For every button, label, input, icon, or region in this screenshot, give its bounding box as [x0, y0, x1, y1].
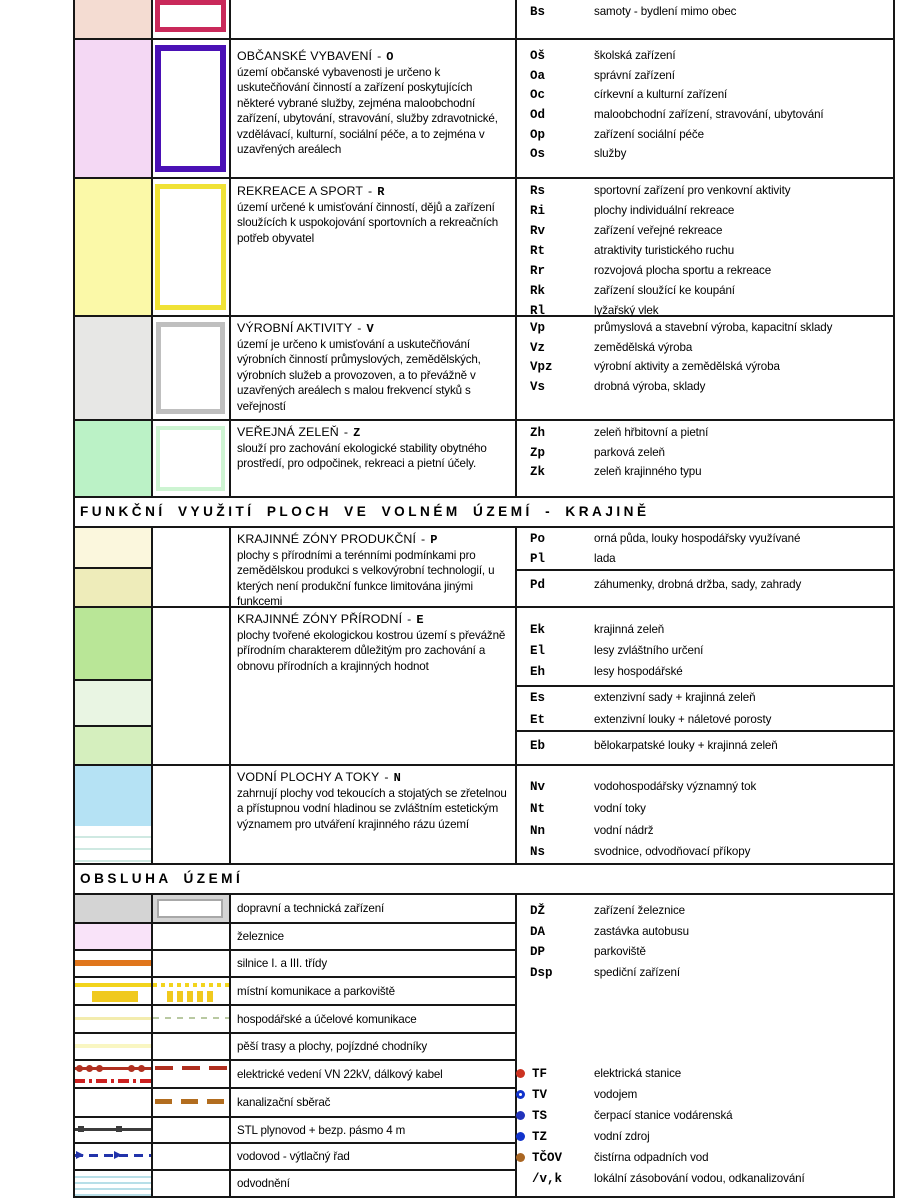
- code-row: [516, 1147, 892, 1168]
- vodovod-arrow: [114, 1151, 122, 1159]
- grid-hline: [73, 526, 894, 528]
- obsluha-label: odvodnění: [237, 1177, 290, 1190]
- code-label: Rt: [530, 244, 546, 258]
- swatch-prirodni-fill-3: [74, 727, 151, 764]
- code-desc: průmyslová a stavební výroba, kapacitní sklady: [594, 321, 833, 334]
- section-title-obcanske: [237, 49, 394, 64]
- water-source-icon: [516, 1132, 525, 1141]
- code-desc: lada: [594, 551, 616, 565]
- code-label: TF: [532, 1066, 548, 1081]
- obsluha-label: hospodářské a účelové komunikace: [237, 1012, 417, 1026]
- grid-hline: [73, 419, 894, 421]
- symbol-cell: [516, 1090, 532, 1099]
- code-row: [530, 360, 892, 380]
- silnice-line: [74, 960, 151, 966]
- grid-vline: [515, 0, 517, 498]
- code-label: Oš: [530, 49, 546, 63]
- section-title-rekreace: [237, 184, 385, 199]
- title-text: KRAJINNÉ ZÓNY PŘÍRODNÍ: [237, 612, 403, 626]
- code-label: DŽ: [530, 904, 546, 918]
- code-desc: vodohospodářsky významný tok: [594, 780, 757, 793]
- code-label: Zk: [530, 465, 546, 479]
- symbol-cell: [516, 1069, 532, 1078]
- code-label: El: [530, 644, 546, 658]
- code-row: [530, 446, 892, 466]
- code-desc: parková zeleň: [594, 445, 665, 459]
- codes-bs: [530, 5, 892, 25]
- obsluha-label: STL plynovod + bezp. pásmo 4 m: [237, 1123, 406, 1137]
- section-body-vodni: zahrnují plochy vod tekoucích a stojatých se zřetelnou a přístupnou vodní hladinou se zvláštním estetickým významem pro utváření krajinného rázu území: [237, 787, 507, 831]
- title-sep: -: [357, 321, 362, 335]
- title-text: KRAJINNÉ ZÓNY PRODUKČNÍ: [237, 532, 417, 546]
- elektricke-dot: [138, 1065, 145, 1072]
- code-label: Eh: [530, 665, 546, 679]
- code-row: [530, 552, 892, 572]
- codes-produkcni-a: [530, 532, 892, 571]
- section-body-vyrobni: území je určeno k umisťování a uskutečňování výrobních činností průmyslových, zemědělských, výrobních služeb a provozoven, a to převážně v uzavřených areálech s malou frekvencí styků s veřejností: [237, 338, 481, 413]
- title-text: OBČANSKÉ VYBAVENÍ: [237, 49, 373, 63]
- title-sep: -: [377, 49, 382, 63]
- code-label: Op: [530, 127, 546, 142]
- code-desc: zařízení železnice: [594, 904, 685, 917]
- code-label: Vp: [530, 321, 546, 335]
- code-label: Es: [530, 691, 546, 705]
- code-desc: školská zařízení: [594, 49, 676, 62]
- code-desc: zastávka autobusu: [594, 924, 689, 938]
- code-label: Eb: [530, 739, 546, 753]
- code-row: [530, 691, 892, 713]
- code-label: Pl: [530, 551, 546, 566]
- code-desc: výrobní aktivity a zemědělská výroba: [594, 360, 780, 373]
- code-desc: čerpací stanice vodárenská: [594, 1109, 733, 1122]
- code-desc: církevní a kulturní zařízení: [594, 88, 728, 102]
- code-label: TČOV: [532, 1150, 563, 1165]
- code-row: [530, 945, 892, 966]
- parkoviste-bar-dashed: [167, 991, 214, 1002]
- hospodarske-line-dashed: [153, 1017, 229, 1019]
- grid-vline: [151, 526, 153, 865]
- mistni-line: [74, 983, 151, 987]
- code-label: Zh: [530, 426, 546, 440]
- swatch-doprava-outline: [157, 899, 223, 918]
- symbol-cell: [516, 1111, 532, 1120]
- swatch-rekreace-outline: [155, 184, 226, 310]
- code-row: [530, 244, 892, 264]
- codes-technika: [516, 1063, 892, 1189]
- section-header-obsluha: OBSLUHA ÚZEMÍ: [80, 870, 244, 886]
- code-row: [530, 5, 892, 25]
- code-label: TV: [532, 1087, 548, 1102]
- swatch-zelen-fill: [74, 421, 151, 496]
- code-row: [530, 284, 892, 304]
- grid-hline: [73, 177, 894, 179]
- title-code: Z: [353, 426, 361, 440]
- title-text: VÝROBNÍ AKTIVITY: [237, 321, 353, 335]
- code-row: [530, 69, 892, 89]
- section-title-produkcni: [237, 532, 438, 547]
- plynovod-marker: [78, 1126, 84, 1132]
- obsluha-label: pěší trasy a plochy, pojízdné chodníky: [237, 1040, 428, 1053]
- code-row: [530, 321, 892, 341]
- code-desc: vodní nádrž: [594, 823, 654, 837]
- swatch-rekreace-fill: [74, 179, 151, 315]
- section-body-zelen: slouží pro zachování ekologické stability obytného prostředí, pro odpočinek, rekreaci a pietní účely.: [237, 442, 487, 471]
- codes-produkcni-b: [530, 578, 892, 598]
- title-code: V: [366, 322, 374, 336]
- code-label: Ns: [530, 845, 546, 860]
- code-label: Vz: [530, 340, 546, 355]
- code-label: Rv: [530, 224, 546, 238]
- code-desc: zemědělská výroba: [594, 340, 693, 354]
- code-row: [530, 904, 892, 925]
- code-desc: atraktivity turistického ruchu: [594, 244, 735, 257]
- code-row: [516, 1084, 892, 1105]
- code-row: [530, 780, 892, 802]
- code-row: [530, 824, 892, 846]
- code-desc: plochy individuální rekreace: [594, 204, 735, 217]
- grid-vline: [229, 526, 231, 865]
- codes-vodni: [530, 780, 892, 867]
- code-label: Nt: [530, 801, 546, 816]
- code-row: [530, 184, 892, 204]
- section-title-zelen: [237, 425, 360, 440]
- code-desc: čistírna odpadních vod: [594, 1151, 709, 1164]
- code-desc: zeleň krajinného typu: [594, 465, 702, 478]
- code-desc: rozvojová plocha sportu a rekreace: [594, 264, 772, 277]
- code-row: [530, 966, 892, 987]
- code-desc: vodní zdroj: [594, 1130, 650, 1143]
- swatch-vyrobni-fill: [74, 317, 151, 419]
- title-sep: -: [343, 425, 349, 439]
- title-code: R: [377, 185, 385, 199]
- obsluha-label: silnice I. a III. třídy: [237, 957, 327, 970]
- code-row: [530, 644, 892, 665]
- code-row: [530, 147, 892, 167]
- title-code: E: [416, 613, 424, 627]
- swatch-prirodni-fill-2: [74, 681, 151, 725]
- obsluha-label: místní komunikace a parkoviště: [237, 984, 395, 998]
- code-desc: záhumenky, drobná držba, sady, zahrady: [594, 578, 802, 591]
- code-desc: lesy zvláštního určení: [594, 644, 704, 657]
- code-desc: maloobchodní zařízení, stravování, ubytování: [594, 108, 824, 122]
- grid-vline: [893, 0, 895, 1198]
- title-sep: -: [421, 532, 426, 546]
- section-body-rekreace: území určené k umisťování činností, dějů a zařízení sloužících k uspokojování sportovních a rekreačních potřeb obyvatel: [237, 201, 499, 245]
- code-row: [530, 88, 892, 108]
- codes-prirodni-c: [530, 739, 892, 760]
- code-row: [530, 665, 892, 686]
- plynovod-marker: [116, 1126, 122, 1132]
- code-desc: lesy hospodářské: [594, 665, 683, 678]
- swatch-zeleznice-fill: [74, 924, 151, 949]
- grid-hline: [73, 725, 152, 727]
- grid-vline: [229, 0, 231, 498]
- code-desc: vodojem: [594, 1088, 638, 1101]
- swatch-vyrobni-outline: [156, 322, 225, 414]
- code-row: [530, 739, 892, 760]
- codes-doprava: [530, 904, 892, 986]
- code-row: [530, 108, 892, 128]
- symbol-cell: [516, 1132, 532, 1141]
- dalkovy-kabel-line: [74, 1079, 151, 1083]
- code-row: [516, 1168, 892, 1189]
- swatch-bs-fill: [74, 0, 151, 38]
- grid-hline: [73, 764, 894, 766]
- code-label: Od: [530, 108, 546, 123]
- title-sep: -: [368, 184, 373, 198]
- obsluha-label: železnice: [237, 930, 284, 943]
- section-title-prirodni: [237, 612, 424, 627]
- code-desc: zařízení veřejné rekreace: [594, 224, 723, 237]
- code-desc: zeleň hřbitovní a pietní: [594, 426, 709, 439]
- code-row: [530, 264, 892, 284]
- code-row: [530, 224, 892, 244]
- grid-vline: [151, 893, 153, 1198]
- code-row: [530, 341, 892, 361]
- code-label: Et: [530, 712, 546, 727]
- obsluha-label: vodovod - výtlačný řad: [237, 1150, 350, 1163]
- code-label: TS: [532, 1108, 548, 1123]
- code-row: [530, 532, 892, 552]
- code-row: [530, 380, 892, 400]
- code-label: Dsp: [530, 965, 553, 980]
- obsluha-label: elektrické vedení VN 22kV, dálkový kabel: [237, 1067, 443, 1081]
- codes-prirodni-a: [530, 623, 892, 686]
- grid-hline: [73, 567, 152, 569]
- grid-vline: [151, 0, 153, 498]
- code-desc: bělokarpatské louky + krajinná zeleň: [594, 739, 778, 752]
- section-header-krajina: FUNKČNÍ VYUŽITÍ PLOCH VE VOLNÉM ÚZEMÍ - KRAJINĚ: [80, 503, 650, 519]
- code-desc: extenzivní sady + krajinná zeleň: [594, 691, 756, 704]
- symbol-cell: [516, 1153, 532, 1162]
- code-label: Po: [530, 532, 546, 546]
- swatch-prirodni-fill-1: [74, 608, 151, 679]
- grid-vline: [229, 893, 231, 1198]
- pump-station-icon: [516, 1111, 525, 1120]
- code-label: Bs: [530, 5, 546, 19]
- code-label: Ri: [530, 204, 546, 218]
- code-label: DA: [530, 924, 546, 939]
- title-code: N: [393, 771, 401, 785]
- hospodarske-line: [74, 1017, 151, 1020]
- elektricke-dot: [128, 1065, 135, 1072]
- code-label: Rr: [530, 264, 546, 278]
- swatch-vodni-fill: [74, 766, 151, 826]
- code-label: Pd: [530, 578, 546, 592]
- codes-zelen: [530, 426, 892, 485]
- swatch-obcanske-outline: [155, 45, 226, 172]
- title-text: VODNÍ PLOCHY A TOKY: [237, 770, 380, 784]
- code-desc: lokální zásobování vodou, odkanalizování: [594, 1172, 805, 1185]
- elektricke-dot: [86, 1065, 93, 1072]
- code-label: Vpz: [530, 360, 553, 374]
- code-label: Rs: [530, 184, 546, 198]
- code-desc: služby: [594, 147, 627, 161]
- code-desc: krajinná zeleň: [594, 623, 665, 636]
- elektricke-dot: [96, 1065, 103, 1072]
- code-desc: parkoviště: [594, 945, 646, 959]
- section-body-produkcni: plochy s přírodními a terénními podmínkami pro zemědělskou produkci s velkovýrobní technologií, u kterých není produkční funkce limitována jinými funkcemi: [237, 549, 495, 609]
- water-tower-icon: [516, 1090, 525, 1099]
- mistni-line-dashed: [153, 983, 229, 987]
- title-text: REKREACE A SPORT: [237, 184, 364, 198]
- grid-hline: [73, 38, 894, 40]
- code-desc: zařízení sloužící ke koupání: [594, 284, 735, 297]
- kanalizace-line: [155, 1099, 229, 1104]
- wastewater-plant-icon: [516, 1153, 525, 1162]
- code-row: [516, 1126, 892, 1147]
- swatch-produkcni-fill-2: [74, 569, 151, 606]
- title-sep: -: [407, 612, 412, 626]
- code-label: Oa: [530, 68, 546, 83]
- code-label: Nv: [530, 780, 546, 794]
- codes-obcanske: [530, 49, 892, 167]
- code-desc: svodnice, odvodňovací příkopy: [594, 845, 751, 859]
- section-title-vyrobni: [237, 321, 374, 336]
- swatch-zelen-outline: [156, 426, 225, 491]
- grid-vline: [73, 0, 75, 1198]
- code-desc: zařízení sociální péče: [594, 127, 704, 141]
- code-label: Rk: [530, 284, 546, 298]
- title-text: VEŘEJNÁ ZELEŇ: [237, 425, 339, 439]
- code-row: [530, 925, 892, 946]
- parkoviste-bar: [92, 991, 138, 1002]
- grid-hline: [73, 679, 152, 681]
- code-row: [530, 845, 892, 867]
- code-row: [516, 1105, 892, 1126]
- code-desc: elektrická stanice: [594, 1067, 682, 1080]
- swatch-produkcni-fill-1: [74, 528, 151, 567]
- code-row: [530, 128, 892, 148]
- code-row: [530, 623, 892, 644]
- code-desc: lyžařský vlek: [594, 304, 659, 317]
- codes-rekreace: [530, 184, 892, 324]
- code-row: [530, 465, 892, 485]
- electric-station-icon: [516, 1069, 525, 1078]
- code-label: /v,k: [532, 1171, 563, 1186]
- code-label: Oc: [530, 88, 546, 103]
- code-row: [530, 426, 892, 446]
- swatch-bs-outline: [155, 0, 226, 32]
- vodovod-line: [74, 1154, 151, 1157]
- code-label: DP: [530, 945, 546, 960]
- swatch-obcanske-fill: [74, 40, 151, 177]
- swatch-vodni-stripes: [74, 826, 151, 863]
- section-title-vodni: [237, 770, 401, 785]
- code-label: Os: [530, 147, 546, 162]
- code-row: [530, 204, 892, 224]
- section-body-prirodni: plochy tvořené ekologickou kostrou území s převážně přírodním charakterem důležitým pro zachování a obnovu přírodních a krajinných hodnot: [237, 629, 506, 673]
- code-row: [530, 802, 892, 824]
- code-row: [530, 578, 892, 598]
- title-sep: -: [384, 770, 389, 784]
- plynovod-line: [74, 1128, 151, 1131]
- codes-prirodni-b: [530, 691, 892, 734]
- codes-vyrobni: [530, 321, 892, 399]
- code-row: [530, 49, 892, 69]
- code-desc: vodní toky: [594, 801, 646, 815]
- code-desc: orná půda, louky hospodářsky využívané: [594, 532, 801, 545]
- code-label: Ek: [530, 623, 546, 637]
- code-label: Nn: [530, 823, 546, 838]
- obsluha-label: dopravní a technická zařízení: [237, 902, 385, 915]
- code-label: Vs: [530, 379, 546, 394]
- obsluha-label: kanalizační sběrač: [237, 1096, 331, 1109]
- title-code: P: [430, 533, 438, 547]
- code-desc: sportovní zařízení pro venkovní aktivity: [594, 184, 791, 197]
- elektricke-dot: [76, 1065, 83, 1072]
- code-label: Rl: [530, 304, 546, 318]
- elektricke-line-dashed: [155, 1066, 229, 1070]
- pesi-line: [74, 1044, 151, 1048]
- code-label: TZ: [532, 1129, 548, 1144]
- grid-vline: [515, 526, 517, 865]
- code-row: [530, 713, 892, 735]
- code-desc: samoty - bydlení mimo obec: [594, 5, 737, 18]
- code-desc: extenzivní louky + náletové porosty: [594, 712, 772, 726]
- code-row: [516, 1063, 892, 1084]
- code-desc: drobná výroba, sklady: [594, 379, 706, 393]
- code-desc: spediční zařízení: [594, 965, 680, 979]
- section-body-obcanske: území občanské vybavenosti je určeno k uskutečňování činností a zařízení poskytujících některé vybrané služby, zejména maloobchodní zařízení, ubytování, stravování, služby zdravotnické, vzdělávací, kulturní, sociální péče, a to zejména v uzavřených areálech: [237, 66, 498, 157]
- code-desc: správní zařízení: [594, 68, 675, 82]
- odvodneni-swatch: [74, 1172, 151, 1196]
- title-code: O: [386, 50, 394, 64]
- vodovod-arrow: [76, 1151, 84, 1159]
- code-label: Zp: [530, 445, 546, 460]
